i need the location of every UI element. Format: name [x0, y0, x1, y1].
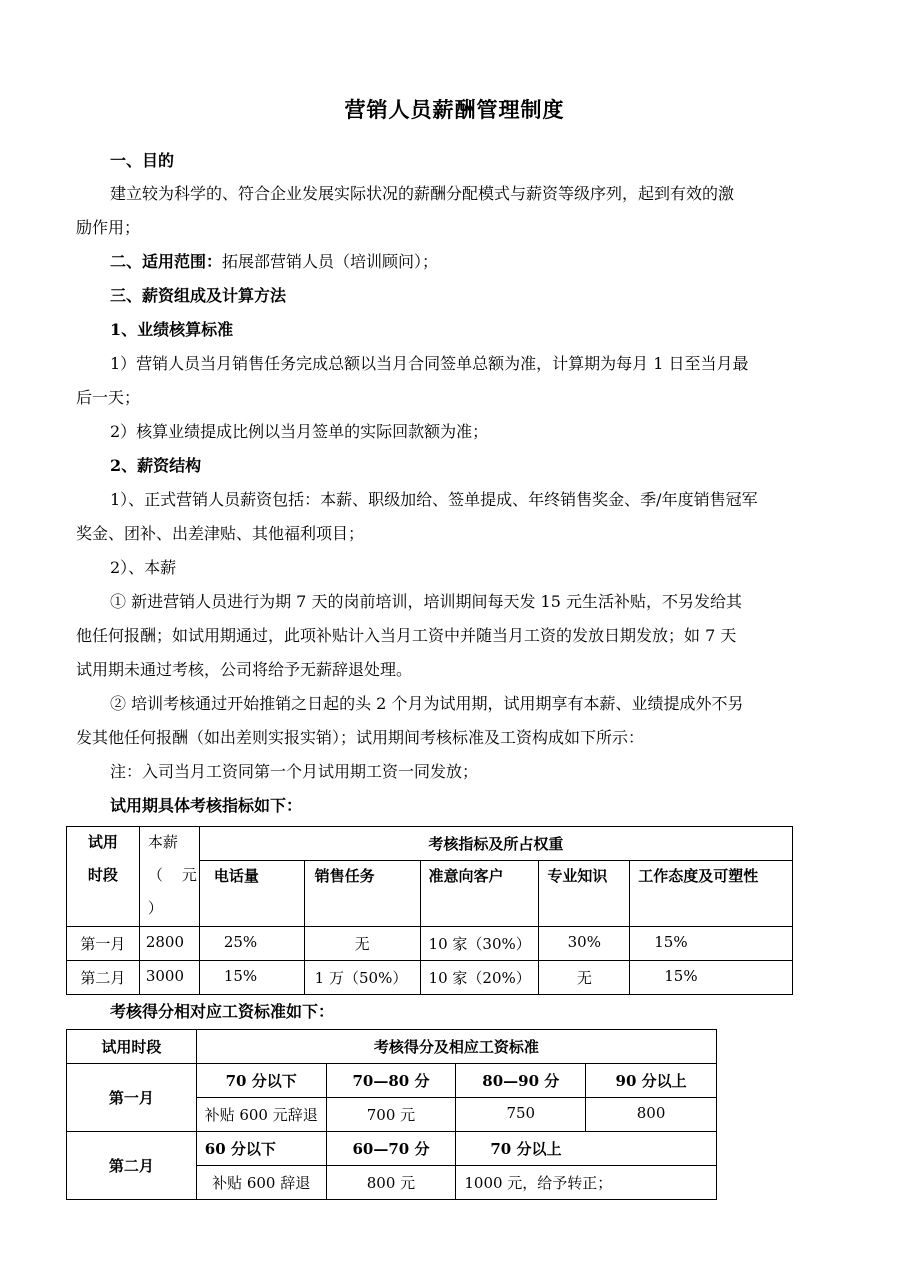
table-2-caption: 考核得分相对应工资标准如下： [110, 1002, 335, 1021]
row-2-knowledge: 无 [539, 961, 630, 995]
note: 注：入司当月工资同第一个月试用期工资一同发放； [110, 762, 479, 781]
subsection-1-item-1-cont: 后一天； [76, 388, 141, 407]
m2-pay-60-70: 800 元 [326, 1166, 456, 1200]
paragraph-circle-1: ① 新进营销人员进行为期 7 天的岗前培训，培训期间每天发 15 元生活补贴，不另发给其 [110, 592, 742, 611]
m1-score-above-90: 90 分以上 [586, 1064, 717, 1098]
header-period [67, 827, 140, 927]
subsection-2-item-2: 2）、本薪 [110, 558, 177, 577]
row-2-attitude: 15% [630, 961, 793, 995]
m1-score-below-70: 70 分以下 [196, 1064, 326, 1098]
header-prospects: 准意向客户 [420, 861, 539, 927]
row-1-period: 第一月 [67, 927, 140, 961]
header-salary-line-1: 本薪 [147, 833, 178, 851]
subsection-2-item-1: 1）、正式营销人员薪资包括：本薪、职级加给、签单提成、年终销售奖金、季/年度销售冠军 [110, 490, 758, 509]
row-1-prospects: 10 家（30%） [420, 927, 539, 961]
header-salary-line-2: （ 元 [147, 866, 197, 884]
subsection-2-heading: 2、薪资结构 [110, 456, 202, 475]
table-1-caption: 试用期具体考核指标如下： [110, 796, 303, 815]
row-2-phone: 15% [199, 961, 304, 995]
subsection-1-item-2: 2）核算业绩提成比例以当月签单的实际回款额为准； [110, 422, 489, 441]
month-2-label: 第二月 [67, 1132, 197, 1200]
m1-pay-70-80: 700 元 [326, 1098, 456, 1132]
header-trial-period: 试用时段 [67, 1030, 197, 1064]
paragraph-circle-1-cont: 他任何报酬；如试用期通过，此项补贴计入当月工资中并随当月工资的发放日期发放；如 7 天 [76, 626, 737, 645]
m1-score-80-90: 80—90 分 [456, 1064, 586, 1098]
subsection-1-item-1: 1）营销人员当月销售任务完成总额以当月合同签单总额为准，计算期为每月 1 日至当月最 [110, 354, 749, 373]
header-period-line-1: 试用 [87, 833, 118, 851]
assessment-table [66, 826, 793, 995]
table-row [67, 961, 793, 995]
section-2-heading: 二、适用范围： [110, 252, 223, 271]
header-score-standard: 考核得分及相应工资标准 [196, 1030, 716, 1064]
row-2-salary: 3000 [139, 961, 199, 995]
m2-pay-below-60: 补贴 600 辞退 [196, 1166, 326, 1200]
row-2-period: 第二月 [67, 961, 140, 995]
header-knowledge: 专业知识 [539, 861, 630, 927]
section-2-text: 拓展部营销人员（培训顾问）； [222, 252, 439, 271]
m1-pay-below-70: 补贴 600 元辞退 [196, 1098, 326, 1132]
m1-pay-above-90: 800 [586, 1098, 717, 1132]
header-indicators: 考核指标及所占权重 [199, 827, 792, 861]
row-1-attitude: 15% [630, 927, 793, 961]
month-1-label: 第一月 [67, 1064, 197, 1132]
m2-pay-above-70: 1000 元，给予转正； [456, 1166, 717, 1200]
m2-score-below-60: 60 分以下 [196, 1132, 326, 1166]
header-phone-volume: 电话量 [199, 861, 304, 927]
section-1-heading: 一、目的 [110, 151, 175, 170]
m1-score-70-80: 70—80 分 [326, 1064, 456, 1098]
header-salary-line-3: ） [147, 899, 163, 917]
subsection-2-item-1-cont: 奖金、团补、出差津贴、其他福利项目； [76, 524, 365, 543]
table-row [67, 927, 793, 961]
header-salary [139, 827, 199, 927]
section-3-heading: 三、薪资组成及计算方法 [110, 286, 287, 305]
document-title: 营销人员薪酬管理制度 [344, 97, 565, 122]
m2-score-60-70: 60—70 分 [326, 1132, 456, 1166]
row-2-prospects: 10 家（20%） [420, 961, 539, 995]
section-2 [110, 249, 438, 272]
row-1-knowledge: 30% [539, 927, 630, 961]
m1-pay-80-90: 750 [456, 1098, 586, 1132]
subsection-1-heading: 1、业绩核算标准 [110, 320, 234, 339]
row-2-sales: 1 万（50%） [304, 961, 420, 995]
row-1-sales: 无 [304, 927, 420, 961]
paragraph-circle-2: ② 培训考核通过开始推销之日起的头 2 个月为试用期，试用期享有本薪、业绩提成外不另 [110, 694, 744, 713]
paragraph-circle-2-cont: 发其他任何报酬（如出差则实报实销）；试用期间考核标准及工资构成如下所示： [76, 728, 645, 747]
row-1-salary: 2800 [139, 927, 199, 961]
m2-score-above-70: 70 分以上 [456, 1132, 717, 1166]
paragraph-circle-1-cont2: 试用期未通过考核，公司将给予无薪辞退处理。 [76, 660, 413, 679]
header-period-line-2: 时段 [87, 866, 118, 884]
header-sales-task: 销售任务 [304, 861, 420, 927]
header-attitude: 工作态度及可塑性 [630, 861, 793, 927]
score-salary-table [66, 1029, 717, 1200]
section-1-paragraph-cont: 励作用； [76, 218, 141, 237]
section-1-paragraph: 建立较为科学的、符合企业发展实际状况的薪酬分配模式与薪资等级序列，起到有效的激 [110, 184, 735, 203]
row-1-phone: 25% [199, 927, 304, 961]
